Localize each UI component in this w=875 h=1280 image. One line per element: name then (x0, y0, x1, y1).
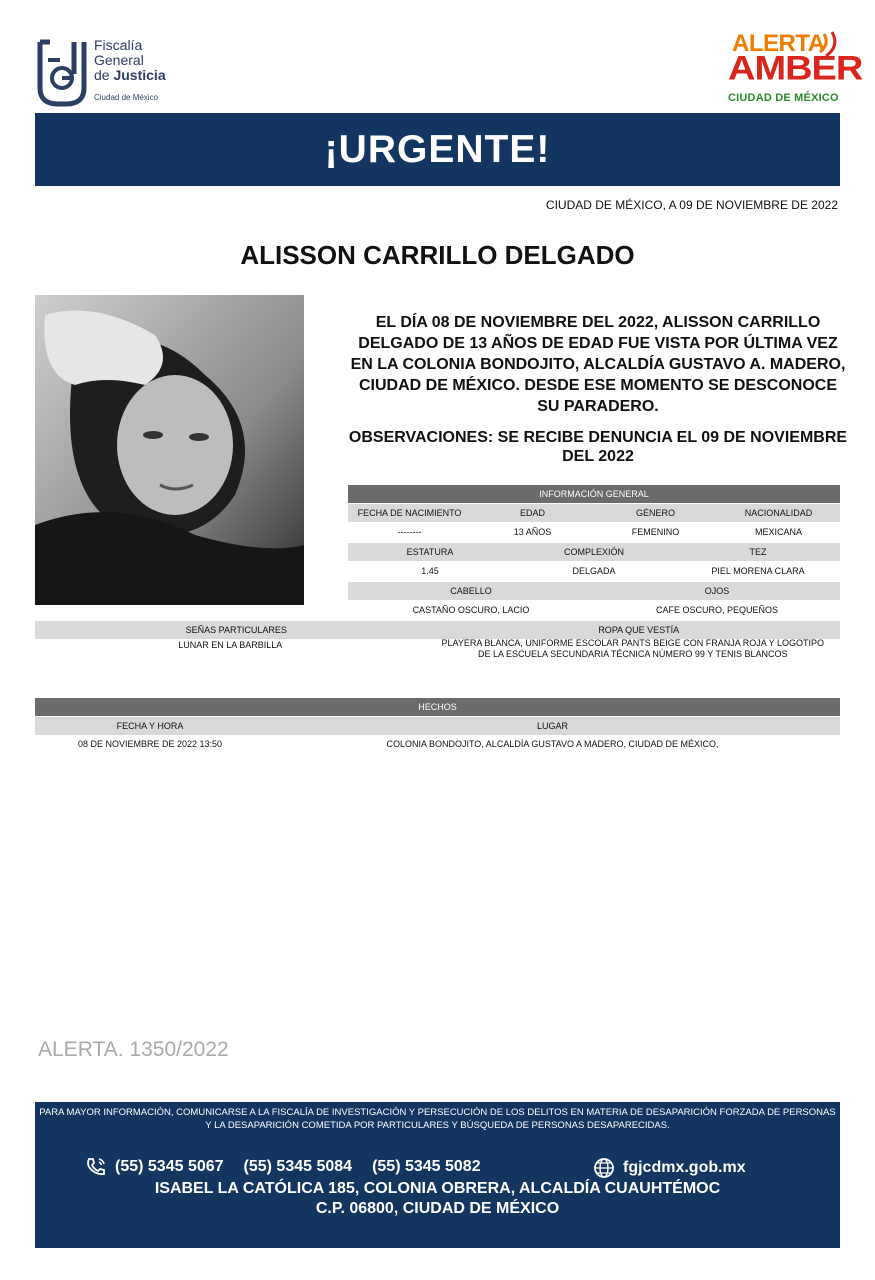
facts-title-row (35, 698, 840, 716)
org-name-line3-prefix: de (94, 67, 114, 83)
org-name-line2: General (94, 52, 144, 68)
value-clothing: PLAYERA BLANCA, UNIFORME ESCOLAR PANTS BEIGE CON FRANJA ROJA Y LOGOTIPO DE LA ESCUELA SECUNDARIA TÉCNICA NÚMERO 99 Y TENIS BLANCOS (441, 638, 824, 659)
globe-icon (593, 1157, 615, 1179)
fgj-logo (36, 38, 186, 110)
value-nationality: MEXICANA (754, 527, 802, 537)
value-gender: FEMENINO (631, 527, 680, 537)
alerta-amber-logo (724, 30, 863, 108)
value-build: DELGADA (572, 566, 616, 576)
org-city: Ciudad de México (94, 93, 159, 102)
label-build: COMPLEXIÓN (563, 547, 624, 557)
signal-waves-icon (816, 30, 842, 58)
facts-labels (35, 717, 840, 735)
info-row3-values (348, 601, 840, 619)
value-datetime: 08 DE NOVIEMBRE DE 2022 13:50 (77, 739, 223, 749)
label-clothing: ROPA QUE VESTÍA (598, 625, 680, 635)
label-datetime: FECHA Y HORA (116, 721, 184, 731)
value-birthdate: -------- (397, 527, 422, 537)
info-title: INFORMACIÓN GENERAL (539, 489, 649, 499)
value-age: 13 AÑOS (513, 527, 552, 537)
urgent-banner (35, 113, 840, 186)
label-hair: CABELLO (450, 586, 492, 596)
info-row3-labels (348, 582, 840, 600)
label-height: ESTATURA (406, 547, 454, 557)
address-line1: ISABEL LA CATÓLICA 185, COLONIA OBRERA, ALCALDÍA CUAUHTÉMOC (154, 1180, 721, 1197)
org-name-line3-bold: Justicia (113, 67, 166, 83)
info-row2-labels (348, 543, 840, 561)
website (593, 1157, 746, 1179)
missing-person-name (0, 240, 875, 271)
label-skin: TEZ (749, 547, 767, 557)
info-row1-labels (348, 504, 840, 522)
facts-values (35, 735, 840, 753)
fgj-emblem-icon (36, 38, 88, 108)
observations: OBSERVACIONES: SE RECIBE DENUNCIA EL 09 DE NOVIEMBRE DEL 2022 (348, 429, 848, 465)
case-summary: EL DÍA 08 DE NOVIEMBRE DEL 2022, ALISSON CARRILLO DELGADO DE 13 AÑOS DE EDAD FUE VISTA POR ÚLTIMA VEZ EN LA COLONIA BONDOJITO, ALCALDÍA GUSTAVO A. MADERO, CIUDAD DE MÉXICO. DESDE ESE MOMENTO SE DESCONOCE SU PARADERO. (350, 314, 846, 415)
person-photo (35, 295, 304, 605)
value-skin: PIEL MORENA CLARA (711, 566, 805, 576)
issue-date: CIUDAD DE MÉXICO, A 09 DE NOVIEMBRE DE 2022 (545, 198, 838, 212)
phone-icon (85, 1157, 107, 1177)
facts-title: HECHOS (418, 702, 457, 712)
info-row4-labels (35, 621, 840, 639)
value-hair: CASTAÑO OSCURO, LACIO (412, 605, 530, 615)
value-eyes: CAFE OSCURO, PEQUEÑOS (655, 605, 779, 615)
info-row4-values (35, 638, 840, 660)
phone-number-2[interactable]: (55) 5345 5084 (243, 1158, 353, 1175)
info-row2-values (348, 562, 840, 580)
label-gender: GÉNERO (635, 508, 675, 518)
footer (35, 1102, 840, 1248)
value-place: COLONIA BONDOJITO, ALCALDÍA GUSTAVO A MADERO, CIUDAD DE MÉXICO, (386, 739, 719, 749)
amber-line1: ALERTA (732, 30, 825, 57)
label-place: LUGAR (536, 721, 568, 731)
value-marks: LUNAR EN LA BARBILLA (178, 640, 283, 650)
org-name-line1: Fiscalía (94, 37, 143, 53)
org-name-line3 (94, 68, 166, 83)
info-title-row (348, 485, 840, 503)
photo-image (35, 295, 304, 605)
amber-line3: CIUDAD DE MÉXICO (728, 92, 839, 104)
phone-list (85, 1157, 501, 1177)
label-marks: SEÑAS PARTICULARES (185, 625, 287, 635)
alert-code: ALERTA. 1350/2022 (38, 1038, 229, 1061)
amber-line2: AMBER (728, 50, 863, 88)
phone-number-1[interactable]: (55) 5345 5067 (115, 1158, 224, 1175)
value-height: 1.45 (421, 566, 439, 576)
urgent-text: ¡URGENTE! (324, 127, 551, 171)
label-eyes: OJOS (704, 586, 730, 596)
info-row1-values (348, 523, 840, 541)
label-birthdate: FECHA DE NACIMIENTO (357, 508, 462, 518)
missing-person-name-text: ALISSON CARRILLO DELGADO (240, 240, 635, 270)
address-line2: C.P. 06800, CIUDAD DE MÉXICO (315, 1200, 560, 1217)
label-nationality: NACIONALIDAD (744, 508, 813, 518)
website-link[interactable]: fgjcdmx.gob.mx (623, 1159, 746, 1176)
label-age: EDAD (519, 508, 545, 518)
footer-info: PARA MAYOR INFORMACIÓN, COMUNICARSE A LA FISCALÍA DE INVESTIGACIÓN Y PERSECUCIÓN DE LOS DELITOS EN MATERIA DE DESAPARICIÓN FORZADA DE PERSONAS Y LA DESAPARICIÓN COMETIDA POR PARTICULARES Y BÚSQUEDA DE PERSONAS DESAPARECIDAS. (39, 1107, 836, 1131)
phone-number-3[interactable]: (55) 5345 5082 (372, 1158, 481, 1175)
